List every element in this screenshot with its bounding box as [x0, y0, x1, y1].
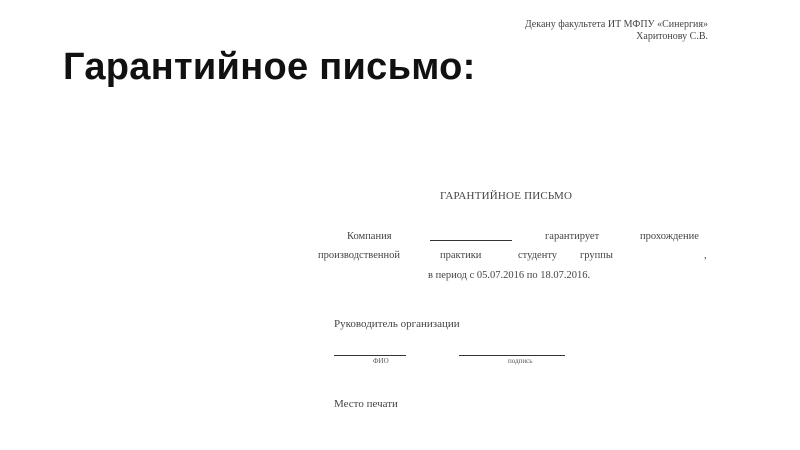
- manager-label: Руководитель организации: [334, 318, 460, 330]
- fio-caption: ФИО: [373, 357, 389, 365]
- stamp-label: Место печати: [334, 398, 398, 410]
- signature-caption: подпись: [508, 357, 533, 365]
- word-group: группы: [580, 250, 613, 261]
- word-guarantees: гарантирует: [545, 231, 600, 242]
- addressee-line-1: Декану факультета ИТ МФПУ «Синергия»: [524, 19, 708, 30]
- letter-heading: ГАРАНТИЙНОЕ ПИСЬМО: [440, 190, 573, 202]
- word-production: производственной: [318, 250, 400, 261]
- company-name-blank: [430, 240, 512, 241]
- word-practice: практики: [440, 250, 482, 261]
- word-student: студенту: [518, 250, 558, 261]
- addressee-block: [525, 19, 708, 43]
- word-company: Компания: [347, 231, 392, 242]
- trailing-comma: ,: [704, 250, 707, 261]
- fio-line: [334, 355, 406, 356]
- signature-line: [459, 355, 565, 356]
- slide-title: Гарантийное письмо:: [63, 46, 476, 88]
- word-passing: прохождение: [640, 231, 699, 242]
- addressee-line-2: Харитонову С.В.: [636, 31, 708, 42]
- period-text: в период с 05.07.2016 по 18.07.2016.: [428, 270, 591, 281]
